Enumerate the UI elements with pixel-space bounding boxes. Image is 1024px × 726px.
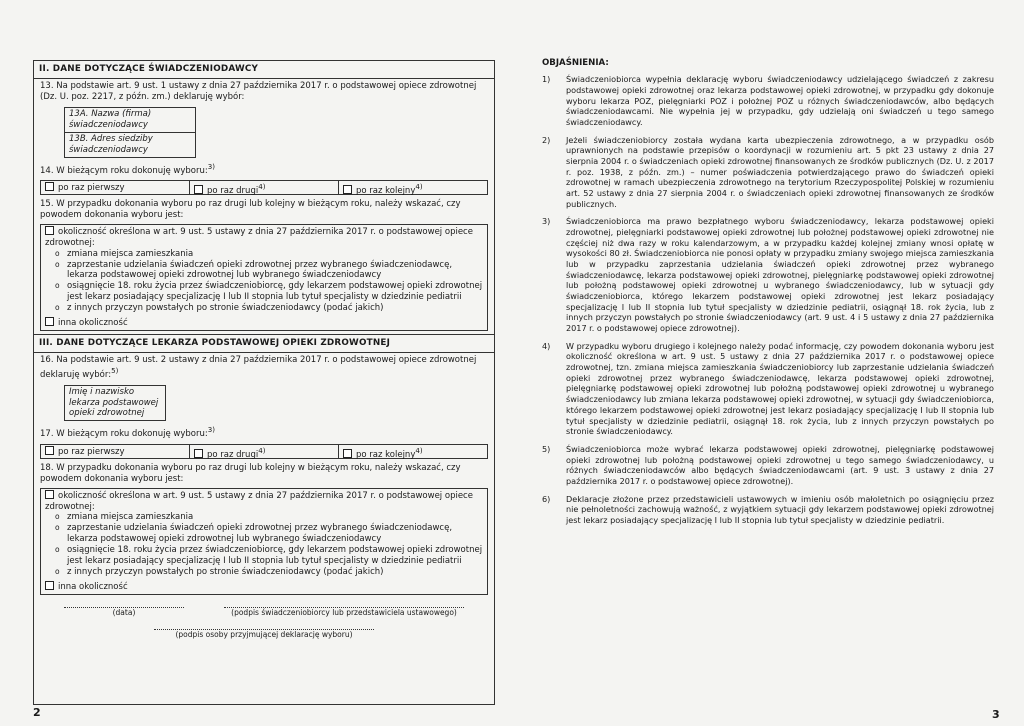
page-number-right: 3 bbox=[992, 708, 1000, 721]
provider-fields bbox=[64, 107, 196, 158]
section-2-title: II. DANE DOTYCZĄCE ŚWIADCZENIODAWCY bbox=[34, 61, 494, 79]
checkbox-icon[interactable] bbox=[45, 581, 54, 590]
choice-second[interactable]: po raz drugi$^{4)}$ bbox=[190, 181, 339, 194]
option-statutory[interactable]: okoliczność określona w art. 9 ust. 5 ustawy z dnia 27 października 2017 r. o podstawowej opiece zdrowotnej: bbox=[45, 226, 473, 248]
note-6: 6) Deklaracje złożone przez przedstawicieli ustawowych w imieniu osób małoletnich po osiągnięciu przez nie pełnoletności zachowują ważność, z wyjątkiem sytuacji gdy lekarzem podstawowej opieki zdrowotnej jest lekarz posiadający specjalizację I lub II stopnia lub tytuł specjalisty w dziedzinie pediatrii. bbox=[542, 493, 994, 525]
date-signature[interactable]: (data) bbox=[64, 607, 184, 618]
reason-options-18 bbox=[40, 488, 488, 595]
receiver-signature-row bbox=[34, 629, 494, 640]
checkbox-icon[interactable] bbox=[343, 449, 352, 458]
sub-option-1: o zmiana miejsca zamieszkania bbox=[45, 249, 483, 260]
sub-option-2: o zaprzestanie udzielania świadczeń opieki zdrowotnej przez wybranego świadczeniodawcę, lekarza podstawowej opieki zdrowotnej lub wybranego świadczeniodawcy bbox=[45, 523, 483, 545]
checkbox-icon[interactable] bbox=[194, 185, 203, 194]
question-15: 15. W przypadku dokonania wyboru po raz drugi lub kolejny w bieżącym roku, należy wskazać, czy powodem dokonania wyboru jest: bbox=[40, 199, 461, 221]
patient-signature[interactable]: (podpis świadczeniobiorcy lub przedstawiciela ustawowego) bbox=[224, 607, 464, 618]
page-number-left: 2 bbox=[33, 706, 41, 719]
field-16-label[interactable]: Imię i nazwisko lekarza podstawowej opieki zdrowotnej bbox=[69, 386, 159, 419]
sub-option-3: o osiągnięcie 18. roku życia przez świadczeniobiorcę, gdy lekarzem podstawowej opieki zdrowotnej jest lekarz posiadający specjalizację I lub II stopnia lub tytuł specjalisty w dziedzinie pediatrii bbox=[45, 545, 483, 567]
choice-first[interactable]: po raz pierwszy bbox=[41, 181, 190, 194]
option-other[interactable]: inna okoliczność bbox=[45, 581, 483, 593]
option-other[interactable]: inna okoliczność bbox=[45, 317, 483, 329]
checkbox-icon[interactable] bbox=[194, 449, 203, 458]
field-13b-label[interactable]: 13B. Adres siedziby świadczeniodawcy bbox=[69, 133, 153, 155]
doctor-field bbox=[64, 385, 166, 422]
note-3: 3) Świadczeniobiorca ma prawo bezpłatnego wyboru świadczeniodawcy, lekarza podstawowej opieki zdrowotnej, pielęgniarki podstawowej opieki zdrowotnej lub położnej podstawowej opieki zdrowotnej nie częściej niż dwa razy w roku kalendarzowym, a w przypadku każdej kolejnej zmiany wnosi opłatę w wysokości 80 zł. Świadczeniobiorca nie ponosi opłaty w przypadku zmiany swojego miejsca zamieszkania lub w przypadku zaprzestania udzielania świadczeń opieki zdrowotnej przez wybranego świadczeniodawcę, lekarza podstawowej opieki zdrowotnej, pielęgniarkę podstawowej opieki zdrowotnej lub położną podstawowej opieki zdrowotnej u wybranego świadczeniodawcy, lub w sytuacji gdy świadczeniobiorca, którego lekarzem podstawowej opieki zdrowotnej jest lekarz posiadający specjalizację I lub II stopnia lub tytuł specjalisty w dziedzinie pediatrii, osiągnął 18. rok życia, lub z innych przyczyn powstałych po stronie świadczeniodawcy (art. 9 ust. 4 i 5 ustawy z dnia 27 października 2017 r. o podstawowej opiece zdrowotnej). bbox=[542, 216, 994, 334]
explanations bbox=[542, 58, 994, 533]
question-17: 17. W bieżącym roku dokonuję wyboru:$^{3)}$ bbox=[40, 425, 215, 440]
choice-next[interactable]: po raz kolejny$^{4)}$ bbox=[339, 181, 487, 194]
choice-first[interactable]: po raz pierwszy bbox=[41, 445, 190, 458]
checkbox-icon[interactable] bbox=[45, 182, 54, 191]
choice-row-17 bbox=[40, 444, 488, 459]
checkbox-icon[interactable] bbox=[45, 226, 54, 235]
sub-option-4: o z innych przyczyn powstałych po stronie świadczeniodawcy (podać jakich) bbox=[45, 567, 483, 578]
question-13: 13. Na podstawie art. 9 ust. 1 ustawy z dnia 27 października 2017 r. o podstawowej opiece zdrowotnej (Dz. U. poz. 2217, z późn. zm.) deklaruję wybór: bbox=[40, 81, 477, 103]
note-1: 1) Świadczeniobiorca wypełnia deklarację wyboru świadczeniodawcy udzielającego świadczeń z zakresu podstawowej opieki zdrowotnej oraz lekarza podstawowej opieki zdrowotnej, w przypadku gdy dokonuje wyboru lekarza POZ, pielęgniarki POZ i położnej POZ u różnych świadczeniodawców, albo będących świadczeniodawcami. Nie wypełnia jej w przypadku, gdy udzielają oni świadczeń u tego samego świadczeniodawcy. bbox=[542, 74, 994, 128]
sub-option-1: o zmiana miejsca zamieszkania bbox=[45, 512, 483, 523]
question-14: 14. W bieżącym roku dokonuję wyboru:$^{3)}$ bbox=[40, 161, 215, 176]
checkbox-icon[interactable] bbox=[343, 185, 352, 194]
choice-second[interactable]: po raz drugi$^{4)}$ bbox=[190, 445, 339, 458]
option-statutory[interactable]: okoliczność określona w art. 9 ust. 5 ustawy z dnia 27 października 2017 r. o podstawowej opiece zdrowotnej: bbox=[45, 490, 473, 512]
question-18: 18. W przypadku dokonania wyboru po raz drugi lub kolejny w bieżącym roku, należy wskazać, czy powodem dokonania wyboru jest: bbox=[40, 462, 461, 484]
note-4: 4) W przypadku wyboru drugiego i kolejnego należy podać informację, czy powodem dokonania wyboru jest okoliczność określona w art. 9 ust. 5 ustawy z dnia 27 października 2017 r. o podstawowej opiece zdrowotnej, tzn. zmiana miejsca zamieszkania świadczeniobiorcy lub zaprzestanie udzielania świadczeń opieki zdrowotnej przez wybranego świadczeniodawcę, lekarza podstawowej opieki zdrowotnej, pielęgniarkę podstawowej opieki zdrowotnej lub położną podstawowej opieki zdrowotnej u wybranego świadczeniodawcy lub zmiana lekarza podstawowej opieki zdrowotnej, w sytuacji gdy świadczeniobiorca, którego lekarzem podstawowej opieki zdrowotnej jest lekarz posiadający specjalizację I lub II stopnia lub tytuł specjalisty w dziedzinie pediatrii, osiągnął 18. rok życia, lub z innych przyczyn powstałych po stronie świadczeniodawcy. bbox=[542, 340, 994, 437]
checkbox-icon[interactable] bbox=[45, 490, 54, 499]
explanations-title: OBJAŚNIENIA: bbox=[542, 58, 609, 68]
note-2: 2) Jeżeli świadczeniobiorcy została wydana karta ubezpieczenia zdrowotnego, a w przypadku osób uprawnionych na podstawie przepisów o koordynacji w rozumieniu art. 5 pkt 23 ustawy z dnia 27 sierpnia 2004 r. o świadczeniach opieki zdrowotnej finansowanych ze środków publicznych (Dz. U. z 2017 r. poz. 1938, z późn. zm.) – numer poświadczenia potwierdzającego prawo do świadczeń opieki zdrowotnej w ramach ubezpieczenia zdrowotnego na terytorium Rzeczypospolitej Polskiej w rozumieniu art. 52 ustawy z dnia 27 sierpnia 2004 r. o świadczeniach opieki zdrowotnej finansowanych ze środków publicznych. bbox=[542, 134, 994, 209]
sub-option-3: o osiągnięcie 18. roku życia przez świadczeniobiorcę, gdy lekarzem podstawowej opieki zdrowotnej jest lekarz posiadający specjalizację I lub II stopnia lub tytuł specjalisty w dziedzinie pediatrii bbox=[45, 281, 483, 303]
signature-row bbox=[34, 607, 494, 618]
choice-row-14 bbox=[40, 180, 488, 195]
field-13a-label[interactable]: 13A. Nazwa (firma) świadczeniodawcy bbox=[65, 108, 195, 133]
checkbox-icon[interactable] bbox=[45, 317, 54, 326]
question-16: 16. Na podstawie art. 9 ust. 2 ustawy z dnia 27 października 2017 r. o podstawowej opiece zdrowotnej deklaruję wybór:$^{5)}$ bbox=[40, 355, 477, 380]
declaration-form bbox=[33, 60, 495, 705]
section-3-title: III. DANE DOTYCZĄCE LEKARZA PODSTAWOWEJ OPIEKI ZDROWOTNEJ bbox=[34, 335, 494, 353]
sub-option-2: o zaprzestanie udzielania świadczeń opieki zdrowotnej przez wybranego świadczeniodawcę, lekarza podstawowej opieki zdrowotnej lub wybranego świadczeniodawcy bbox=[45, 260, 483, 282]
note-5: 5) Świadczeniobiorca może wybrać lekarza podstawowej opieki zdrowotnej, pielęgniarkę podstawowej opieki zdrowotnej lub położną podstawowej opieki zdrowotnej u tego samego świadczeniodawcy, u różnych świadczeniodawców albo będących świadczeniodawcami (art. 9 ust. 3 ustawy z dnia 27 października 2017 r. o podstawowej opiece zdrowotnej). bbox=[542, 443, 994, 486]
checkbox-icon[interactable] bbox=[45, 446, 54, 455]
receiver-signature[interactable]: (podpis osoby przyjmującej deklarację wyboru) bbox=[154, 629, 374, 640]
choice-next[interactable]: po raz kolejny$^{4)}$ bbox=[339, 445, 487, 458]
sub-option-4: o z innych przyczyn powstałych po stronie świadczeniodawcy (podać jakich) bbox=[45, 303, 483, 314]
reason-options-15 bbox=[40, 224, 488, 331]
